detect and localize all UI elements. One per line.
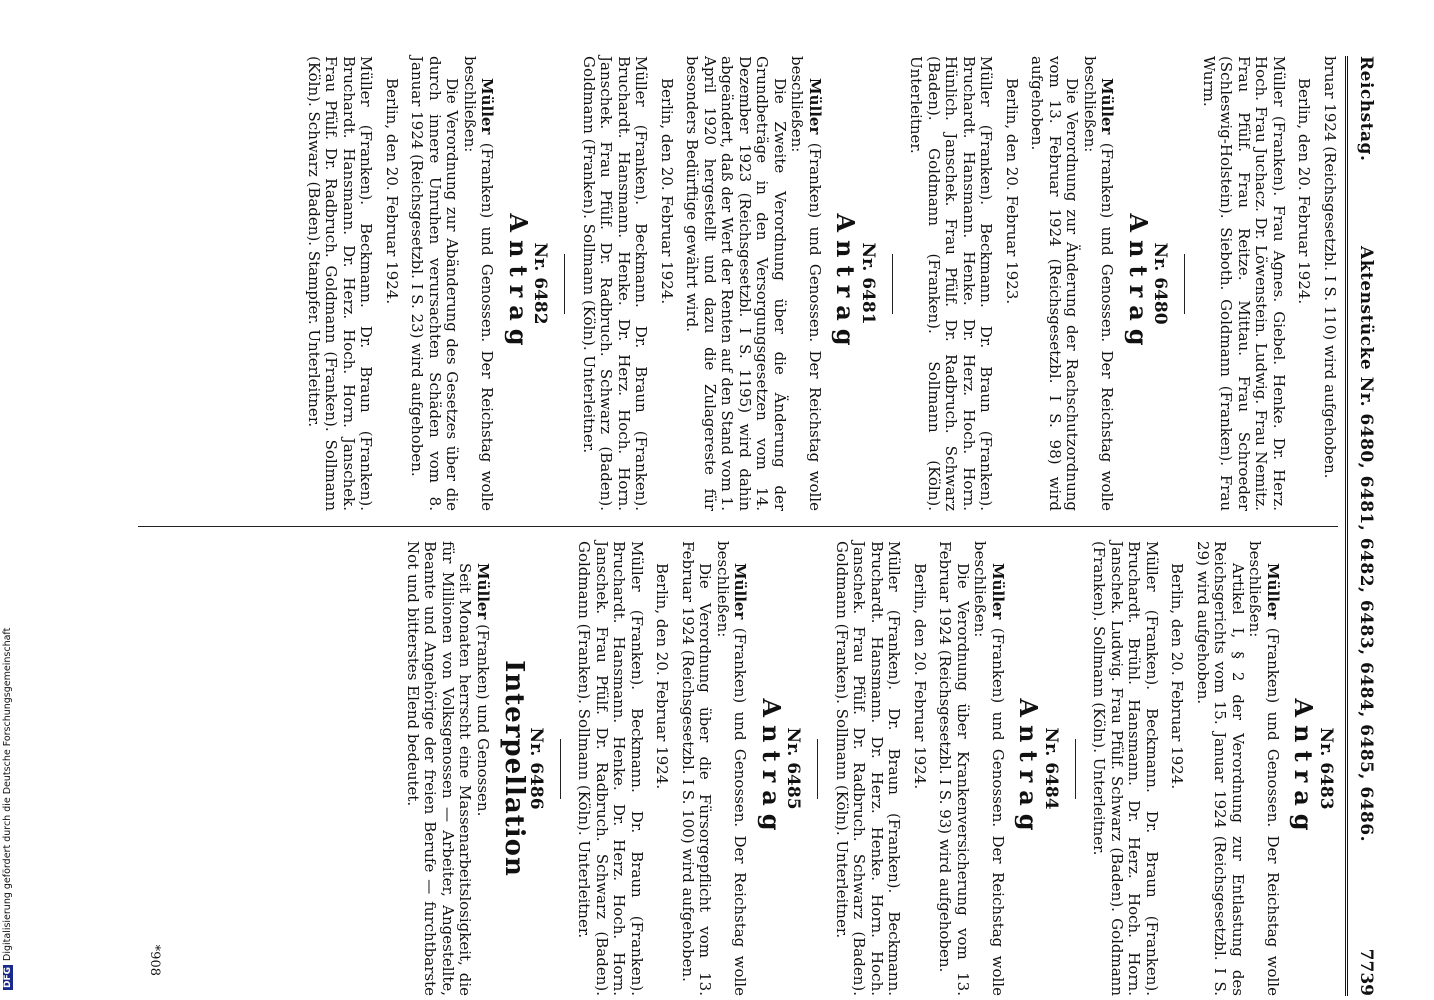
intro-rest: (Franken) und Genossen. [474,624,492,817]
intro-line [1246,541,1281,996]
section-title: Antrag [757,698,786,839]
intro-rest: (Franken) und Genossen. Der Reichstag wolle beschließen: [788,56,824,511]
separator-rule [1075,739,1076,799]
section-title: Antrag [1124,213,1153,354]
motion-body: Die Verordnung zur Abänderung des Gesetzes über die durch innere Unruhen verursachten Schäden vom 8. Januar 1924 (Reichsgesetzbl. I S. 23) wird aufgehoben. [408,56,462,511]
signatures: Müller (Franken). Beckmann. Dr. Braun (Franken). Bruchardt. Brühl. Hansmann. Dr. Herz. Hoch. Horn. Janschek. Ludwig. Frau Pfülf. Schwarz (Baden). Goldmann (Franken). Sollmann (Köln). Unterleitner. [1090,541,1161,996]
document-number: Nr. 6480 [1150,242,1171,325]
intro-rest: (Franken) und Genossen. Der Reichstag wolle beschließen: [714,541,750,996]
column-divider [138,526,1338,527]
document-number: Nr. 6485 [783,727,804,810]
intro-line [971,541,1006,996]
section-title: Antrag [831,213,861,354]
document-number: Nr. 6481 [858,242,878,325]
date-line: Berlin, den 20. Februar 1924. [383,78,401,305]
separator-rule [818,739,819,799]
author-name: Müller [989,563,1007,620]
digitization-credit [2,0,16,990]
intro-line [788,56,823,511]
section-title: Interpellation [499,660,530,877]
section-title: Antrag [1289,698,1319,839]
date-line: Berlin, den 20. Februar 1924. [911,563,929,790]
author-name: Müller [1264,563,1282,620]
date-line: Berlin, den 20. Februar 1924. [658,78,676,305]
section-title: Antrag [504,213,533,354]
motion-body: Artikel I, § 2 der Verordnung zur Entlastung des Reichsgerichts vom 15. Januar 1924 (Reichsgesetzbl. I S. 29) wird aufgehoben. [1194,541,1247,996]
author-name: Müller [806,78,824,135]
intro-rest: (Franken) und Genossen. Der Reichstag wolle beschließen: [461,56,497,511]
separator-rule [892,254,893,314]
intro-rest: (Franken) und Genossen. Der Reichstag wolle beschließen: [1081,56,1117,511]
section-title: Antrag [1014,698,1044,839]
author-name: Müller [731,563,750,620]
signatures: Müller (Franken). Beckmann. Dr. Braun (Franken). Bruchardt. Hansmann. Dr. Herz. Hoch. Horn. Janschek. Frau Pfülf. Dr. Radbruch. Goldmann (Franken). Sollmann (Köln). Schwarz (Baden). Stampfer. Unterleitner. [305,56,376,511]
date-line: Berlin, den 20. Februar 1924. [1295,78,1314,305]
intro-line [1081,56,1116,511]
page-header [1345,56,1378,996]
motion-body: Die Verordnung über Krankenversicherung vom 13. Februar 1924 (Reichsgesetzbl. I S. 93) wird aufgehoben. [936,541,972,996]
author-name: Müller [1098,78,1117,135]
separator-rule [565,254,566,314]
date-line: Berlin, den 20. Februar 1924. [1168,563,1187,790]
document-number: Nr. 6484 [1041,727,1061,810]
signatures: Müller (Franken). Beckmann. Dr. Braun (Franken). Bruchardt. Hansmann. Henke. Dr. Herz. Hoch. Horn. Janschek. Frau Pfülf. Dr. Radbruch. Schwarz (Baden). Goldmann (Franken). Sollmann (Köln). Unterleitner. [575,541,646,996]
date-line: Berlin, den 20. Februar 1924. [653,563,672,790]
intro-line [474,541,492,996]
motion-body: Die Verordnung über die Fürsorgepflicht vom 13. Februar 1924 (Reichsgesetzbl. I S. 100) wird aufgehoben. [679,541,715,996]
credit-text: Digitalisierung gefördert durch die Deutsche Forschungsgemeinschaft [2,627,13,961]
footer-number: *908 [147,944,162,976]
right-column [138,541,1338,996]
motion-body: Die Zweite Verordnung über die Änderung der Grundbeträge in den Versorgungsgesetzen vom 14. Dezember 1923 (Reichsgesetzbl. I S. 1195) wird dahin abgeändert, daß der Wert der Renten auf den Stand vom 1. April 1920 hergestellt und dazu die Zulagereste für besonders Bedürftige gewährt wird. [683,56,789,511]
motion-body: Die Verordnung zur Änderung der Rachschutzordnung vom 13. Februar 1924 (Reichsgesetzbl. I S. 98) wird aufgehoben. [1028,56,1082,511]
dfg-logo: DFG [3,966,13,988]
signatures: Müller (Franken). Frau Agnes. Giebel. Henke. Dr. Herz. Hoch. Frau Juchacz. Dr. Löwenstein. Ludwig. Frau Nemitz. Frau Pfülf. Frau Reitze. Mittau. Frau Schroeder (Schleswig-Holstein). Sieboth. Goldmann (Franken). Frau Wurm. [1200,56,1288,511]
separator-rule [1185,254,1186,314]
signatures: Müller (Franken). Beckmann. Dr. Braun (Franken). Bruchardt. Hansmann. Henke. Dr. Herz. Hoch. Horn. Hünlich. Janschek. Frau Pfülf. Dr. Radbruch. Schwarz (Baden). Goldmann (Franken). Sollmann (Köln). Unterleitner. [907,56,996,511]
document-page [118,56,1378,996]
author-name: Müller [474,563,492,620]
intro-line [714,541,749,996]
interpellation-body: Seit Monaten herrscht eine Massenarbeitslosigkeit, die für Millionen von Volksgenossen — Arbeiter, Angestellte, Beamte und Angehörige der freien Berufe — furchtbarste Not und bitterstes Elend bedeutet. [404,541,475,996]
header-left: Reichstag. [1356,56,1376,162]
intro-rest: (Franken) und Genossen. Der Reichstag wolle beschließen: [1246,541,1282,996]
left-column [138,56,1338,511]
document-number: Nr. 6486 [526,727,546,810]
date-line: Berlin, den 20. Februar 1923. [1003,78,1021,305]
intro-line [461,56,496,511]
page-number: 7739 [1356,948,1376,996]
document-number: Nr. 6482 [530,242,551,325]
intro-rest: (Franken) und Genossen. Der Reichstag wolle beschließen: [971,541,1007,996]
signatures: Müller (Franken). Dr. Braun (Franken). Beckmann. Bruchardt. Hansmann. Dr. Herz. Henke. Horn. Hoch. Janschek. Frau Pfülf. Dr. Radbruch. Schwarz (Baden). Goldmann (Franken). Sollmann (Köln). Unterleitner. [833,541,904,996]
continuation-text: bruar 1924 (Reichsgesetzbl. I S. 110) wird aufgehoben. [1321,56,1339,479]
separator-rule [560,739,561,799]
header-center: Aktenstücke Nr. 6480, 6481, 6482, 6483, 6484, 6485, 6486. [1356,246,1376,843]
author-name: Müller [478,78,497,135]
signatures: Müller (Franken). Beckmann. Dr. Braun (Franken). Bruchardt. Hansmann. Henke. Dr. Herz. Hoch. Horn. Janschek. Frau Pfülf. Dr. Radbruch. Schwarz (Baden). Goldmann (Franken). Sollmann (Köln). Unterleitner. [580,56,651,511]
document-number: Nr. 6483 [1316,727,1336,810]
